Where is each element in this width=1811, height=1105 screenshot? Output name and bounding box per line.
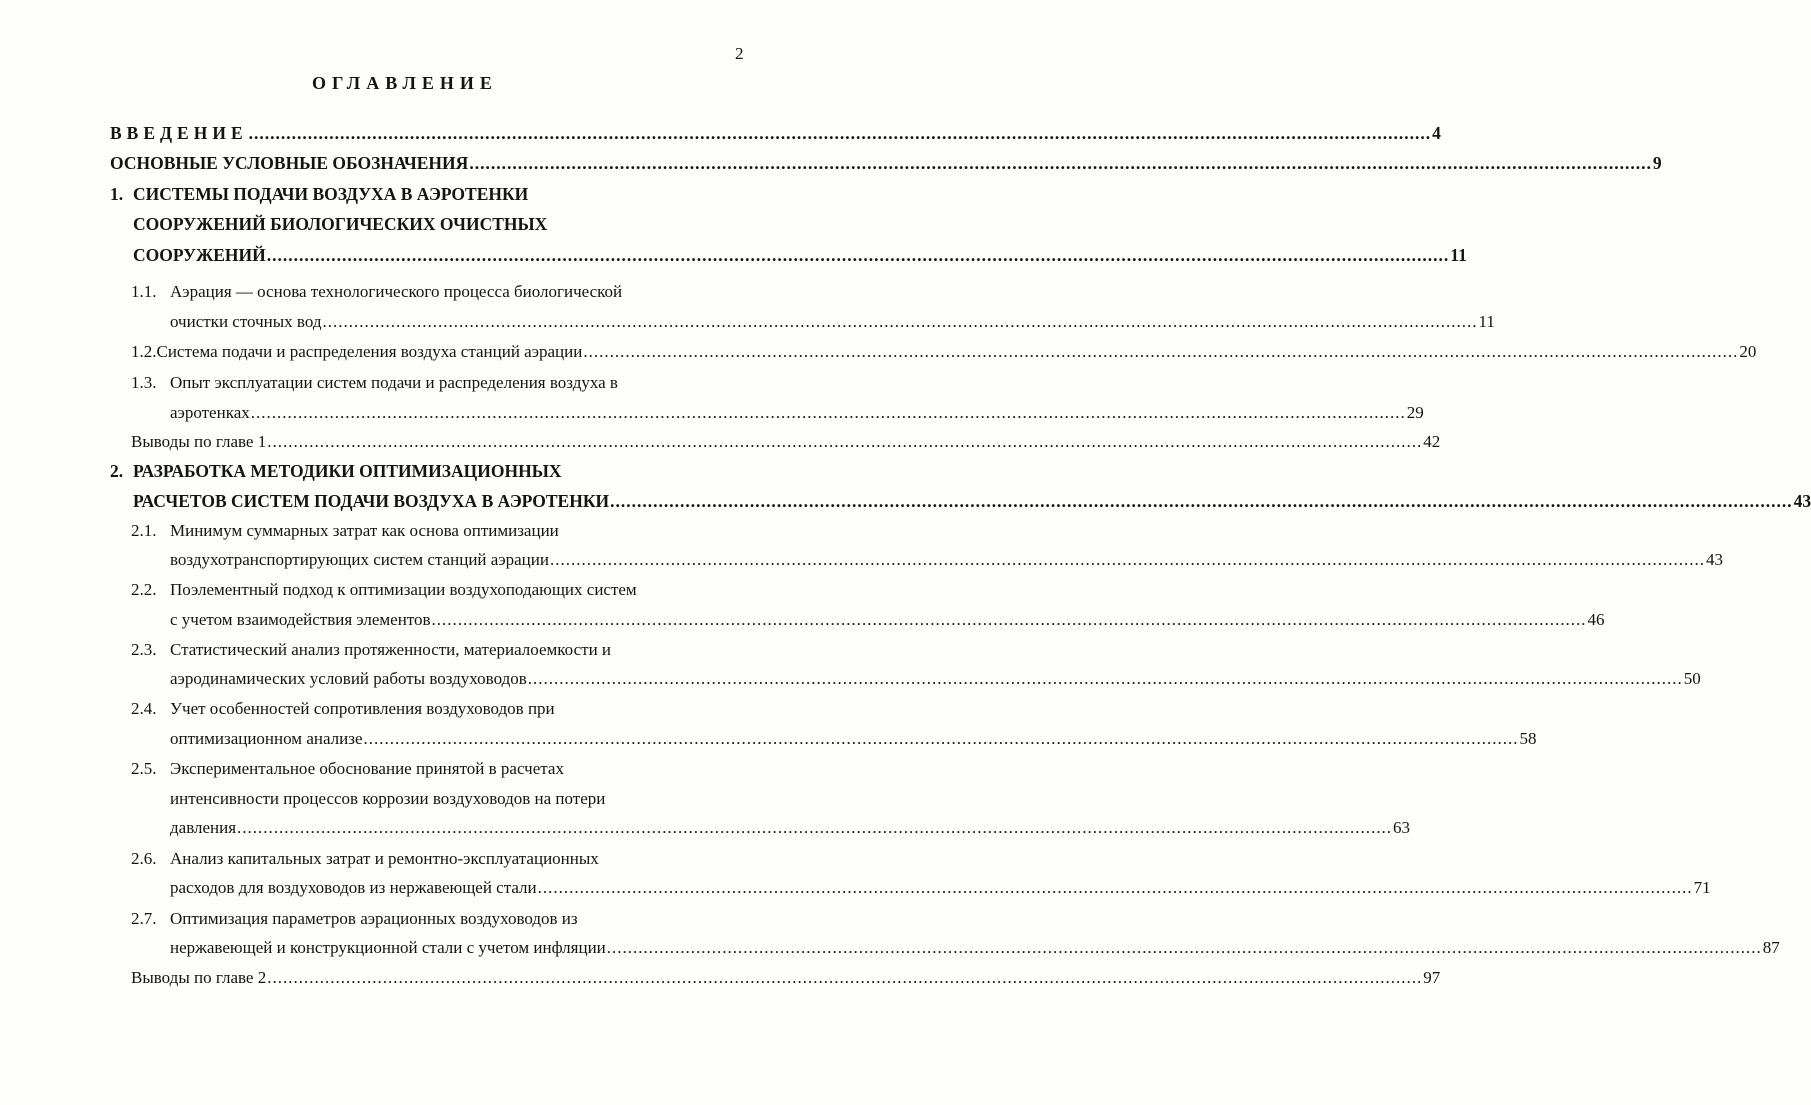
toc-entry-text: аэротенках (170, 403, 250, 422)
dot-leader: ............................................................................................................................................................................................................................ (237, 818, 1393, 837)
toc-entry-line (170, 788, 740, 810)
toc-entry-line (170, 668, 1701, 690)
toc-entry-line (133, 490, 1811, 512)
dot-leader: ............................................................................................................................................................................................................................ (469, 153, 1652, 173)
toc-entry-line (131, 372, 740, 394)
dot-leader: ............................................................................................................................................................................................................................ (250, 403, 1406, 422)
toc-entry-text: аэродинамических условий работы воздуховодов (170, 669, 527, 688)
toc-entry-text: СИСТЕМЫ ПОДАЧИ ВОЗДУХА В АЭРОТЕНКИ (133, 184, 529, 204)
toc-entry-line (131, 967, 1441, 989)
toc-entry-number: 2.7. (131, 909, 157, 928)
toc-entry-line (131, 639, 740, 661)
toc-entry-page: 63 (1393, 818, 1411, 837)
dot-leader: ............................................................................................................................................................................................................................ (267, 968, 1423, 987)
toc-entry-number: 2.5. (131, 759, 157, 778)
toc-entry-page: 71 (1693, 878, 1711, 897)
dot-leader: ............................................................................................................................................................................................................................ (610, 491, 1793, 511)
toc-entry-line (133, 244, 1467, 266)
toc-entry-line (131, 698, 740, 720)
toc-entry-text: СООРУЖЕНИЙ БИОЛОГИЧЕСКИХ ОЧИСТНЫХ (133, 214, 548, 234)
toc-entry-number: 1.2. (131, 342, 157, 361)
toc-entry-line (131, 579, 740, 601)
toc-entry-text: воздухотранспортирующих систем станций аэрации (170, 550, 549, 569)
toc-entry-line (170, 402, 1424, 424)
toc-entry-page: 43 (1705, 550, 1723, 569)
toc-entry-number: 2.3. (131, 640, 157, 659)
toc-entry-page: 43 (1793, 491, 1811, 511)
toc-entry-line (110, 122, 1441, 144)
dot-leader: ............................................................................................................................................................................................................................ (322, 312, 1478, 331)
toc-entry-text: СООРУЖЕНИЙ (133, 245, 266, 265)
toc-entry-text: Выводы по главе 2 (131, 968, 267, 987)
toc-entry-text: Статистический анализ протяженности, материалоемкости и (170, 640, 612, 659)
toc-entry-text: Оптимизация параметров аэрационных воздуховодов из (170, 909, 578, 928)
toc-entry-page: 97 (1423, 968, 1441, 987)
toc-entry-page: 11 (1450, 245, 1467, 265)
toc-entry-line (170, 937, 1780, 959)
toc-entry-text: ВВЕДЕНИЕ (110, 123, 248, 143)
dot-leader: ............................................................................................................................................................................................................................ (527, 669, 1683, 688)
toc-entry-number: 1.1. (131, 282, 157, 301)
toc-entry-text: расходов для воздуховодов из нержавеющей стали (170, 878, 537, 897)
toc-entry-text: очистки сточных вод (170, 312, 322, 331)
toc-entry-number: 2.6. (131, 849, 157, 868)
toc-entry-text: Аэрация — основа технологического процесса биологической (170, 282, 623, 301)
toc-entry-text: давления (170, 818, 237, 837)
page-number: 2 (735, 44, 744, 63)
toc-entry-number: 1. (110, 184, 124, 204)
toc-entry-text: нержавеющей и конструкционной стали с учетом инфляции (170, 938, 606, 957)
dot-leader: ............................................................................................................................................................................................................................ (267, 432, 1423, 451)
toc-entry-text: Поэлементный подход к оптимизации воздухоподающих систем (170, 580, 637, 599)
toc-entry-number: 2.1. (131, 521, 157, 540)
toc-entry-line (170, 877, 1711, 899)
toc-entry-text: ОСНОВНЫЕ УСЛОВНЫЕ ОБОЗНАЧЕНИЯ (110, 153, 469, 173)
toc-entry-text: Анализ капитальных затрат и ремонтно-эксплуатационных (170, 849, 599, 868)
toc-entry-page: 50 (1683, 669, 1701, 688)
toc-entry-text: Опыт эксплуатации систем подачи и распределения воздуха в (170, 373, 618, 392)
dot-leader: ............................................................................................................................................................................................................................ (537, 878, 1693, 897)
toc-entry-page: 46 (1587, 610, 1605, 629)
toc-entry-number: 2. (110, 461, 124, 481)
toc-entry-line (131, 758, 740, 780)
toc-entry-line (131, 431, 1441, 453)
toc-entry-text: Выводы по главе 1 (131, 432, 267, 451)
toc-entry-page: 20 (1739, 342, 1757, 361)
toc-entry-text: интенсивности процессов коррозии воздуховодов на потери (170, 789, 606, 808)
toc-entry-line (170, 311, 1495, 333)
toc-entry-page: 11 (1478, 312, 1495, 331)
dot-leader: ............................................................................................................................................................................................................................ (363, 729, 1519, 748)
toc-entry-text: оптимизационном анализе (170, 729, 363, 748)
toc-entry-page: 42 (1423, 432, 1441, 451)
dot-leader: ............................................................................................................................................................................................................................ (266, 245, 1450, 265)
dot-leader: ............................................................................................................................................................................................................................ (606, 938, 1762, 957)
toc-entry-number: 1.3. (131, 373, 157, 392)
toc-entry-text: Минимум суммарных затрат как основа оптимизации (170, 521, 559, 540)
toc-entry-number: 2.2. (131, 580, 157, 599)
toc-entry-page: 4 (1432, 123, 1441, 143)
toc-entry-line (131, 281, 740, 303)
toc-entry-text: РАСЧЕТОВ СИСТЕМ ПОДАЧИ ВОЗДУХА В АЭРОТЕНКИ (133, 491, 610, 511)
toc-entry-page: 9 (1652, 153, 1662, 173)
dot-leader: ............................................................................................................................................................................................................................ (583, 342, 1739, 361)
toc-entry-line (110, 183, 740, 205)
dot-leader: ............................................................................................................................................................................................................................ (248, 123, 1432, 143)
dot-leader: ............................................................................................................................................................................................................................ (431, 610, 1587, 629)
toc-entry-line (131, 848, 740, 870)
toc-entry-page: 87 (1762, 938, 1780, 957)
toc-entry-page: 58 (1519, 729, 1537, 748)
toc-entry-line (131, 908, 740, 930)
toc-entry-line (170, 549, 1723, 571)
toc-entry-text: Учет особенностей сопротивления воздуховодов при (170, 699, 555, 718)
toc-entry-text: Экспериментальное обоснование принятой в расчетах (170, 759, 564, 778)
toc-entry-line (170, 728, 1537, 750)
toc-entry-line (131, 520, 740, 542)
toc-entry-text: РАЗРАБОТКА МЕТОДИКИ ОПТИМИЗАЦИОННЫХ (133, 461, 562, 481)
toc-entry-text: Система подачи и распределения воздуха станций аэрации (156, 342, 583, 361)
toc-entry-line (170, 609, 1605, 631)
toc-entry-page: 29 (1406, 403, 1424, 422)
dot-leader: ............................................................................................................................................................................................................................ (549, 550, 1705, 569)
toc-entry-text: с учетом взаимодействия элементов (170, 610, 431, 629)
toc-entry-line (170, 817, 1411, 839)
toc-title: ОГЛАВЛЕНИЕ (312, 73, 498, 93)
toc-entry-line (110, 460, 740, 482)
toc-entry-number: 2.4. (131, 699, 157, 718)
toc-entry-line (131, 341, 1757, 363)
toc-entry-line (133, 213, 740, 235)
toc-entry-line (110, 152, 1662, 174)
